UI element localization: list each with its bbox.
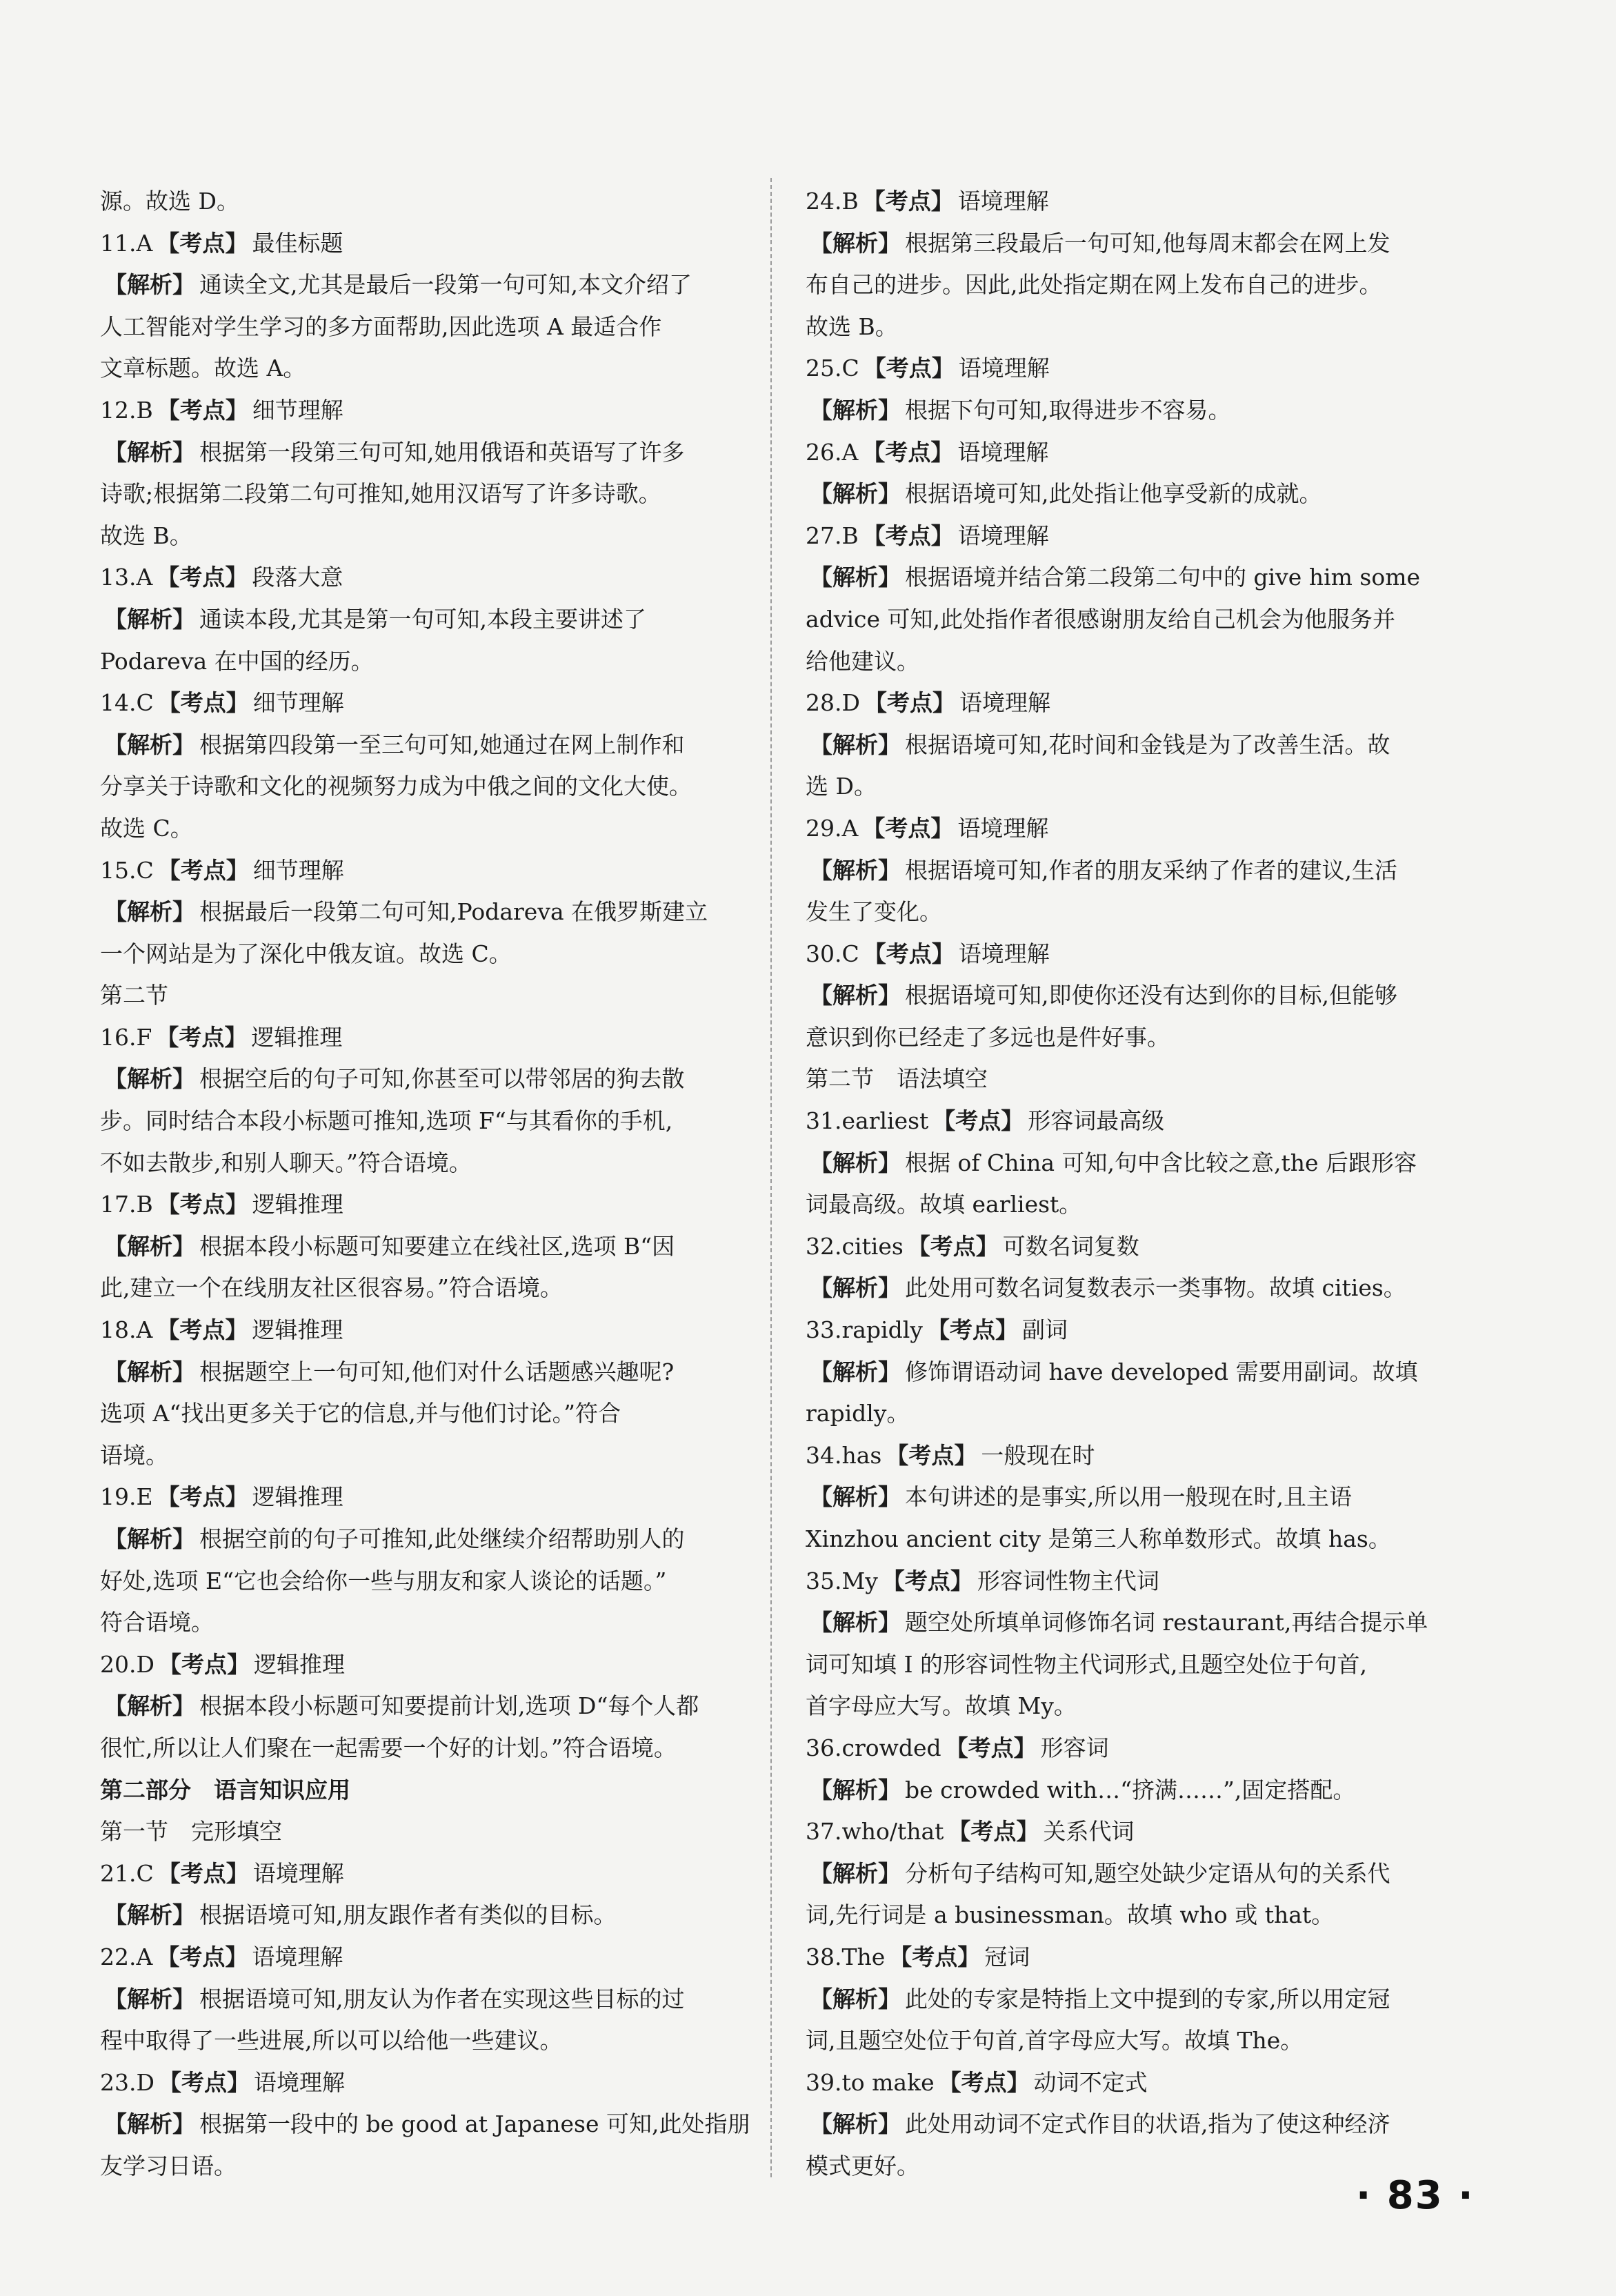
question-number: 23.D	[100, 2068, 154, 2096]
analysis-text: 根据语境可知,朋友认为作者在实现这些目标的过	[199, 1985, 685, 2012]
kaodian-tag: 【考点】	[945, 1734, 1037, 1761]
question-number: 16.F	[100, 1023, 152, 1051]
jiexi-tag: 【解析】	[810, 1274, 901, 1302]
analysis-line	[100, 1518, 790, 1561]
jiexi-tag: 【解析】	[810, 856, 901, 884]
analysis-text: 根据空前的句子可推知,此处继续介绍帮助别人的	[199, 1525, 685, 1552]
analysis-line	[100, 599, 790, 641]
question-heading	[100, 557, 790, 599]
jiexi-tag: 【解析】	[810, 1149, 901, 1176]
kaodian-tag: 【考点】	[157, 1943, 248, 1970]
analysis-line	[806, 1476, 1495, 1518]
question-topic: 语境理解	[959, 689, 1050, 717]
analysis-text: 根据语境并结合第二段第二句中的 give him some	[905, 564, 1421, 591]
analysis-line	[100, 264, 790, 306]
text-line	[806, 599, 1495, 641]
kaodian-tag: 【考点】	[886, 1441, 977, 1469]
question-number: 39.to make	[806, 2068, 935, 2096]
continuation-text: 故选 B。	[100, 522, 192, 549]
question-number: 14.C	[100, 689, 154, 717]
subsection-heading	[100, 975, 790, 1017]
analysis-line	[100, 1979, 790, 2021]
question-topic: 逻辑推理	[251, 1023, 343, 1051]
jiexi-tag: 【解析】	[810, 480, 901, 508]
continuation-text: 语境。	[100, 1441, 168, 1469]
question-topic: 语境理解	[252, 1943, 343, 1970]
question-topic: 形容词	[1040, 1734, 1109, 1761]
continuation-text: 程中取得了一些进展,所以可以给他一些建议。	[100, 2027, 563, 2055]
continuation-text: 好处,选项 E“它也会给你一些与朋友和家人谈论的话题。”	[100, 1567, 667, 1594]
analysis-line	[100, 1226, 790, 1268]
analysis-line	[806, 850, 1495, 892]
question-number: 37.who/that	[806, 1818, 944, 1845]
question-heading	[806, 432, 1495, 474]
analysis-line	[100, 1894, 790, 1937]
analysis-line	[806, 473, 1495, 515]
question-number: 11.A	[100, 229, 153, 257]
question-topic: 冠词	[984, 1943, 1030, 1970]
question-topic: 语境理解	[958, 940, 1050, 967]
text-line	[806, 264, 1495, 306]
question-number: 15.C	[100, 856, 154, 884]
kaodian-tag: 【考点】	[157, 1483, 248, 1511]
continuation-text: 诗歌;根据第二段第二句可推知,她用汉语写了许多诗歌。	[100, 480, 661, 508]
text-line	[100, 1435, 790, 1477]
jiexi-tag: 【解析】	[104, 731, 195, 758]
continuation-text: 故选 C。	[100, 814, 193, 842]
analysis-text: 此处用可数名词复数表示一类事物。故填 cities。	[905, 1274, 1406, 1302]
analysis-text: 修饰谓语动词 have developed 需要用副词。故填	[905, 1358, 1418, 1385]
kaodian-tag: 【考点】	[948, 1818, 1039, 1845]
kaodian-tag: 【考点】	[863, 940, 955, 967]
question-topic: 语境理解	[957, 438, 1049, 466]
column-divider	[770, 178, 772, 2177]
jiexi-tag: 【解析】	[810, 982, 901, 1009]
analysis-line	[806, 975, 1495, 1017]
question-topic: 段落大意	[252, 564, 343, 591]
jiexi-tag: 【解析】	[810, 1859, 901, 1887]
analysis-line	[806, 2104, 1495, 2146]
analysis-text: 根据 of China 可知,句中含比较之意,the 后跟形容	[905, 1149, 1417, 1176]
analysis-line	[100, 1058, 790, 1100]
continuation-text: 源。故选 D。	[100, 188, 239, 215]
kaodian-tag: 【考点】	[157, 856, 249, 884]
analysis-text: 此处的专家是特指上文中提到的专家,所以用定冠	[905, 1985, 1390, 2012]
question-heading	[100, 1644, 790, 1686]
kaodian-tag: 【考点】	[863, 355, 955, 382]
jiexi-tag: 【解析】	[810, 731, 901, 758]
analysis-text: 根据最后一段第二句可知,Podareva 在俄罗斯建立	[199, 898, 708, 926]
analysis-line	[100, 724, 790, 766]
analysis-line	[806, 557, 1495, 599]
kaodian-tag: 【考点】	[157, 564, 248, 591]
text-line	[100, 1561, 790, 1603]
question-number: 32.cities	[806, 1232, 904, 1260]
jiexi-tag: 【解析】	[104, 2110, 195, 2138]
jiexi-tag: 【解析】	[104, 1901, 195, 1929]
text-line	[100, 641, 790, 683]
analysis-text: 根据题空上一句可知,他们对什么话题感兴趣呢?	[199, 1358, 675, 1385]
question-number: 19.E	[100, 1483, 153, 1511]
question-topic: 逻辑推理	[252, 1191, 343, 1218]
question-heading	[100, 2062, 790, 2104]
question-heading	[100, 850, 790, 892]
text-line	[806, 2020, 1495, 2062]
question-heading	[806, 348, 1495, 390]
text-line	[100, 1267, 790, 1309]
kaodian-tag: 【考点】	[157, 396, 248, 424]
continuation-text: Podareva 在中国的经历。	[100, 647, 374, 675]
kaodian-tag: 【考点】	[158, 1650, 250, 1678]
kaodian-tag: 【考点】	[938, 2068, 1030, 2096]
jiexi-tag: 【解析】	[104, 1358, 195, 1385]
question-heading	[100, 1017, 790, 1059]
text-line	[806, 1518, 1495, 1561]
question-number: 33.rapidly	[806, 1316, 923, 1344]
jiexi-tag: 【解析】	[104, 438, 195, 466]
question-number: 38.The	[806, 1943, 886, 1970]
jiexi-tag: 【解析】	[104, 271, 195, 299]
subsection-title: 第二节	[100, 982, 168, 1009]
jiexi-tag: 【解析】	[104, 1692, 195, 1720]
kaodian-tag: 【考点】	[862, 188, 954, 215]
kaodian-tag: 【考点】	[862, 438, 954, 466]
subsection-heading	[806, 1058, 1495, 1100]
analysis-text: 根据第四段第一至三句可知,她通过在网上制作和	[199, 731, 685, 758]
text-line	[100, 1393, 790, 1435]
kaodian-tag: 【考点】	[881, 1567, 973, 1594]
page-number: · 83 ·	[1356, 2173, 1475, 2218]
text-line	[100, 306, 790, 348]
question-topic: 形容词最高级	[1028, 1107, 1165, 1135]
subsection-title: 第一节 完形填空	[100, 1818, 282, 1845]
continuation-text: 发生了变化。	[806, 898, 942, 926]
question-number: 17.B	[100, 1191, 153, 1218]
kaodian-tag: 【考点】	[864, 689, 955, 717]
text-line	[100, 1728, 790, 1770]
question-topic: 最佳标题	[252, 229, 343, 257]
text-line	[806, 306, 1495, 348]
question-topic: 动词不定式	[1033, 2068, 1148, 2096]
analysis-line	[806, 724, 1495, 766]
analysis-text: 根据空后的句子可知,你甚至可以带邻居的狗去散	[199, 1065, 685, 1093]
analysis-line	[806, 1979, 1495, 2021]
text-line	[100, 1602, 790, 1644]
continuation-text: 符合语境。	[100, 1609, 214, 1636]
jiexi-tag: 【解析】	[104, 605, 195, 633]
analysis-text: 根据本段小标题可知要提前计划,选项 D“每个人都	[199, 1692, 699, 1720]
question-topic: 语境理解	[253, 2068, 345, 2096]
jiexi-tag: 【解析】	[810, 1483, 901, 1511]
question-heading	[806, 181, 1495, 223]
question-number: 35.My	[806, 1567, 878, 1594]
analysis-line	[100, 432, 790, 474]
analysis-line	[806, 1853, 1495, 1895]
kaodian-tag: 【考点】	[157, 1316, 248, 1344]
continuation-text: 很忙,所以让人们聚在一起需要一个好的计划。”符合语境。	[100, 1734, 677, 1761]
continuation-text: 人工智能对学生学习的多方面帮助,因此选项 A 最适合作	[100, 313, 662, 340]
kaodian-tag: 【考点】	[862, 522, 954, 549]
question-heading	[100, 1309, 790, 1352]
text-line	[100, 808, 790, 850]
question-topic: 细节理解	[252, 856, 344, 884]
continuation-text: 词可知填 I 的形容词性物主代词形式,且题空处位于句首,	[806, 1650, 1367, 1678]
jiexi-tag: 【解析】	[810, 229, 901, 257]
question-number: 34.has	[806, 1441, 882, 1469]
question-heading	[100, 223, 790, 265]
analysis-text: 题空处所填单词修饰名词 restaurant,再结合提示单	[905, 1609, 1428, 1636]
right-column	[806, 181, 1495, 2188]
question-number: 31.earliest	[806, 1107, 929, 1135]
question-heading	[806, 1811, 1495, 1853]
text-line	[806, 641, 1495, 683]
question-heading	[806, 1937, 1495, 1979]
analysis-line	[806, 390, 1495, 432]
analysis-text: 根据第三段最后一句可知,他每周末都会在网上发	[905, 229, 1390, 257]
question-heading	[806, 808, 1495, 850]
question-topic: 逻辑推理	[252, 1316, 343, 1344]
question-topic: 形容词性物主代词	[977, 1567, 1159, 1594]
continuation-text: 模式更好。	[806, 2152, 919, 2179]
continuation-text: 选项 A“找出更多关于它的信息,并与他们讨论。”符合	[100, 1400, 621, 1427]
question-number: 27.B	[806, 522, 859, 549]
question-heading	[806, 682, 1495, 724]
continuation-text: 词,且题空处位于句首,首字母应大写。故填 The。	[806, 2027, 1304, 2055]
question-heading	[806, 1309, 1495, 1352]
text-line	[100, 2020, 790, 2062]
kaodian-tag: 【考点】	[926, 1316, 1018, 1344]
continuation-text: 一个网站是为了深化中俄友谊。故选 C。	[100, 940, 512, 967]
jiexi-tag: 【解析】	[810, 1609, 901, 1636]
kaodian-tag: 【考点】	[862, 814, 954, 842]
text-line	[806, 1184, 1495, 1226]
analysis-text: 根据语境可知,花时间和金钱是为了改善生活。故	[905, 731, 1390, 758]
text-line	[806, 1894, 1495, 1937]
text-line	[100, 2146, 790, 2188]
continuation-text: 分享关于诗歌和文化的视频努力成为中俄之间的文化大使。	[100, 773, 692, 800]
analysis-text: 本句讲述的是事实,所以用一般现在时,且主语	[905, 1483, 1352, 1511]
analysis-line	[806, 1142, 1495, 1185]
question-topic: 关系代词	[1043, 1818, 1135, 1845]
question-number: 26.A	[806, 438, 859, 466]
continuation-text: 不如去散步,和别人聊天。”符合语境。	[100, 1149, 472, 1176]
question-heading	[100, 390, 790, 432]
question-topic: 语境理解	[957, 522, 1049, 549]
jiexi-tag: 【解析】	[104, 1985, 195, 2012]
continuation-text: rapidly。	[806, 1400, 910, 1427]
continuation-text: advice 可知,此处指作者很感谢朋友给自己机会为他服务并	[806, 605, 1395, 633]
subsection-heading	[100, 1811, 790, 1853]
jiexi-tag: 【解析】	[810, 564, 901, 591]
text-line	[806, 1644, 1495, 1686]
continuation-text: 布自己的进步。因此,此处指定期在网上发布自己的进步。	[806, 271, 1382, 299]
text-line	[100, 766, 790, 808]
kaodian-tag: 【考点】	[157, 689, 249, 717]
continuation-text: 词,先行词是 a businessman。故填 who 或 that。	[806, 1901, 1335, 1929]
analysis-text: 根据语境可知,此处指让他享受新的成就。	[905, 480, 1322, 508]
question-number: 28.D	[806, 689, 860, 717]
analysis-line	[100, 1685, 790, 1728]
question-heading	[100, 1184, 790, 1226]
question-topic: 语境理解	[957, 814, 1049, 842]
question-heading	[806, 933, 1495, 976]
analysis-text: 根据语境可知,朋友跟作者有类似的目标。	[199, 1901, 617, 1929]
continuation-text: 故选 B。	[806, 313, 898, 340]
analysis-text: 根据本段小标题可知要建立在线社区,选项 B“因	[199, 1232, 675, 1260]
jiexi-tag: 【解析】	[104, 1525, 195, 1552]
text-line	[100, 1100, 790, 1142]
text-line	[806, 766, 1495, 808]
jiexi-tag: 【解析】	[810, 1358, 901, 1385]
analysis-text: 通读全文,尤其是最后一段第一句可知,本文介绍了	[199, 271, 692, 299]
text-line	[100, 1142, 790, 1185]
text-line	[100, 933, 790, 976]
analysis-text: 通读本段,尤其是第一句可知,本段主要讲述了	[199, 605, 646, 633]
analysis-line	[806, 1267, 1495, 1309]
continuation-text: 词最高级。故填 earliest。	[806, 1191, 1082, 1218]
jiexi-tag: 【解析】	[810, 396, 901, 424]
question-heading	[806, 1100, 1495, 1142]
text-line	[806, 1393, 1495, 1435]
question-topic: 语境理解	[957, 188, 1049, 215]
analysis-line	[806, 1602, 1495, 1644]
question-heading	[806, 1435, 1495, 1477]
question-topic: 逻辑推理	[253, 1650, 345, 1678]
text-line	[100, 515, 790, 557]
text-line	[100, 473, 790, 515]
question-topic: 细节理解	[252, 396, 343, 424]
question-number: 12.B	[100, 396, 153, 424]
analysis-line	[806, 223, 1495, 265]
kaodian-tag: 【考点】	[157, 229, 248, 257]
section-heading	[100, 1770, 790, 1812]
continuation-text: 此,建立一个在线朋友社区很容易。”符合语境。	[100, 1274, 563, 1302]
question-heading	[100, 1476, 790, 1518]
continuation-text: Xinzhou ancient city 是第三人称单数形式。故填 has。	[806, 1525, 1391, 1552]
analysis-text: 根据语境可知,作者的朋友采纳了作者的建议,生活	[905, 856, 1397, 884]
question-heading	[806, 515, 1495, 557]
continuation-text: 给他建议。	[806, 647, 919, 675]
question-topic: 细节理解	[252, 689, 344, 717]
text-line	[806, 1685, 1495, 1728]
kaodian-tag: 【考点】	[889, 1943, 981, 1970]
analysis-line	[806, 1352, 1495, 1394]
jiexi-tag: 【解析】	[810, 1985, 901, 2012]
jiexi-tag: 【解析】	[104, 1232, 195, 1260]
question-heading	[100, 1853, 790, 1895]
question-number: 22.A	[100, 1943, 153, 1970]
continuation-text: 友学习日语。	[100, 2152, 237, 2179]
question-heading	[806, 1561, 1495, 1603]
question-number: 21.C	[100, 1859, 154, 1887]
analysis-text: 根据语境可知,即使你还没有达到你的目标,但能够	[905, 982, 1397, 1009]
jiexi-tag: 【解析】	[810, 1776, 901, 1803]
kaodian-tag: 【考点】	[156, 1023, 248, 1051]
question-number: 36.crowded	[806, 1734, 941, 1761]
analysis-line	[100, 891, 790, 933]
question-topic: 语境理解	[252, 1859, 344, 1887]
question-heading	[100, 682, 790, 724]
analysis-text: 此处用动词不定式作目的状语,指为了使这种经济	[905, 2110, 1390, 2138]
text-line	[100, 181, 790, 223]
question-topic: 一般现在时	[981, 1441, 1095, 1469]
question-number: 18.A	[100, 1316, 153, 1344]
question-number: 20.D	[100, 1650, 154, 1678]
analysis-text: 根据下句可知,取得进步不容易。	[905, 396, 1231, 424]
kaodian-tag: 【考点】	[932, 1107, 1024, 1135]
analysis-line	[806, 1770, 1495, 1812]
continuation-text: 首字母应大写。故填 My。	[806, 1692, 1077, 1720]
question-number: 30.C	[806, 940, 859, 967]
kaodian-tag: 【考点】	[157, 1191, 248, 1218]
question-topic: 可数名词复数	[1002, 1232, 1139, 1260]
question-number: 24.B	[806, 188, 859, 215]
question-number: 29.A	[806, 814, 859, 842]
text-line	[806, 891, 1495, 933]
kaodian-tag: 【考点】	[907, 1232, 999, 1260]
continuation-text: 文章标题。故选 A。	[100, 355, 306, 382]
analysis-line	[100, 1352, 790, 1394]
continuation-text: 步。同时结合本段小标题可推知,选项 F“与其看你的手机,	[100, 1107, 673, 1135]
analysis-text: 根据第一段第三句可知,她用俄语和英语写了许多	[199, 438, 685, 466]
text-line	[100, 348, 790, 390]
question-topic: 语境理解	[958, 355, 1050, 382]
left-column	[100, 181, 790, 2188]
jiexi-tag: 【解析】	[104, 898, 195, 926]
jiexi-tag: 【解析】	[104, 1065, 195, 1093]
question-heading	[806, 2062, 1495, 2104]
question-heading	[100, 1937, 790, 1979]
analysis-text: be crowded with…“挤满……”,固定搭配。	[905, 1776, 1356, 1803]
question-heading	[806, 1226, 1495, 1268]
jiexi-tag: 【解析】	[810, 2110, 901, 2138]
text-line	[806, 1017, 1495, 1059]
continuation-text: 选 D。	[806, 773, 877, 800]
subsection-title: 第二节 语法填空	[806, 1065, 988, 1093]
question-heading	[806, 1728, 1495, 1770]
question-topic: 副词	[1021, 1316, 1068, 1344]
question-number: 25.C	[806, 355, 859, 382]
analysis-line	[100, 2104, 790, 2146]
analysis-text: 根据第一段中的 be good at Japanese 可知,此处指朋	[199, 2110, 750, 2138]
kaodian-tag: 【考点】	[158, 2068, 250, 2096]
question-number: 13.A	[100, 564, 153, 591]
section-title: 第二部分 语言知识应用	[100, 1776, 350, 1803]
analysis-text: 分析句子结构可知,题空处缺少定语从句的关系代	[905, 1859, 1390, 1887]
kaodian-tag: 【考点】	[157, 1859, 249, 1887]
question-topic: 逻辑推理	[252, 1483, 343, 1511]
continuation-text: 意识到你已经走了多远也是件好事。	[806, 1023, 1170, 1051]
